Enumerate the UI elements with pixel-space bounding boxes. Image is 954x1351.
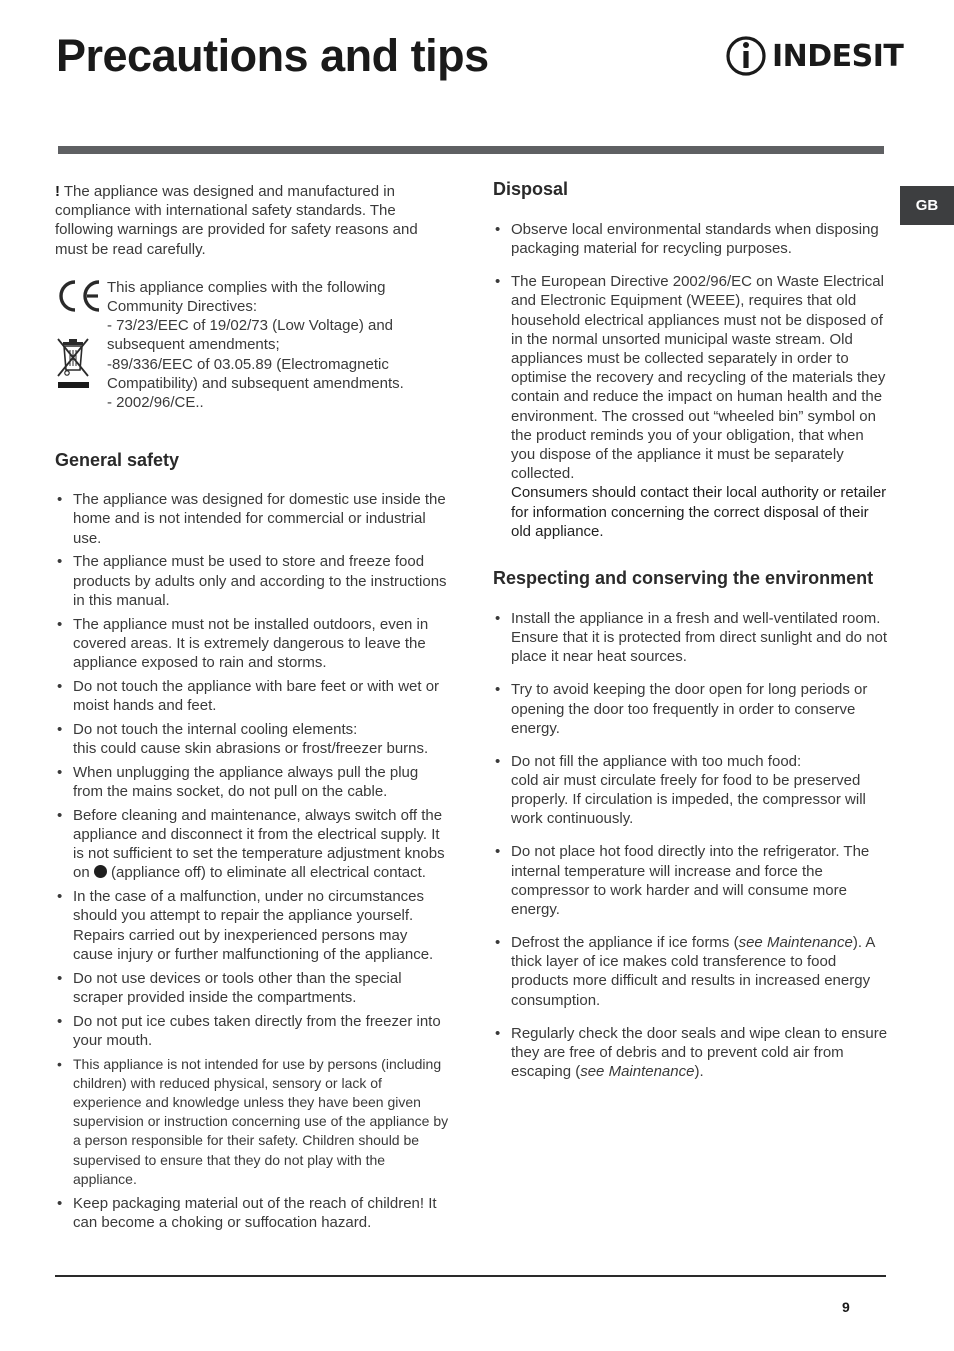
crossed-wheeled-bin-icon <box>55 336 91 392</box>
header-divider <box>58 146 884 154</box>
list-item: • Do not use devices or tools other than the special scraper provided inside the compartments. <box>55 969 450 1007</box>
list-item: • The appliance must not be installed outdoors, even in covered areas. It is extremely dangerous to leave the appliance exposed to rain and storms. <box>55 615 450 673</box>
list-item <box>55 720 450 758</box>
list-item: • Do not put ice cubes taken directly from the freezer into your mouth. <box>55 1012 450 1050</box>
compliance-line: -89/336/EEC of 03.05.89 (Electromagnetic Compatibility) and subsequent amendments. <box>107 355 404 392</box>
list-item <box>493 933 890 1010</box>
brand-logo <box>726 34 903 78</box>
item-text: Do not fill the appliance with too much food: <box>511 752 802 770</box>
list-item: • The appliance must be used to store and freeze food products by adults only and according to the instructions in this manual. <box>55 552 450 610</box>
item-text: ). A thick layer of ice makes cold transference to food products more difficult and results in increased energy consumption. <box>511 934 875 1009</box>
list-item <box>493 272 890 541</box>
item-text: The European Directive 2002/96/EC on Waste Electrical and Electronic Equipment (WEEE), requires that old household electrical appliances must not be disposed of in the normal unsorted municipal waste stream. Old appliances must be collected separately in order to optimise the recovery and recycling of the materials they contain and reduce the impact on human health and the environment. The crossed out “wheeled bin” symbol on the product reminds you of your obligation, that when you dispose of the appliance it must be separately collected. <box>511 273 886 483</box>
compliance-block <box>55 278 450 412</box>
page-number: 9 <box>842 1299 850 1315</box>
list-item: • Observe local environmental standards when disposing packaging material for recycling purposes. <box>493 220 890 258</box>
footer-divider <box>55 1275 886 1277</box>
compliance-line: - 73/23/EEC of 19/02/73 (Low Voltage) and subsequent amendments; <box>107 317 394 354</box>
disposal-heading: Disposal <box>493 179 569 199</box>
left-column <box>55 182 450 1237</box>
item-text: cold air must circulate freely for food to be preserved properly. If circulation is impeded, the compressor will work continuously. <box>511 772 866 828</box>
item-text: Do not touch the internal cooling elements: <box>73 720 358 738</box>
list-item: • Install the appliance in a fresh and well-ventilated room. Ensure that it is protected from direct sunlight and do not place it near heat sources. <box>493 609 890 667</box>
compliance-line: - 2002/96/CE.. <box>107 394 204 412</box>
list-item: • Do not touch the appliance with bare feet or with wet or moist hands and feet. <box>55 677 450 715</box>
page-title: Precautions and tips <box>56 30 489 81</box>
list-item: • Try to avoid keeping the door open for long periods or opening the door too frequently in order to conserve energy. <box>493 680 890 738</box>
language-tab: GB <box>900 186 954 225</box>
list-item: • In the case of a malfunction, under no circumstances should you attempt to repair the appliance yourself. Repairs carried out by inexperienced persons may cause injury or further malfunctioning of the appliance. <box>55 887 450 964</box>
disposal-list <box>493 220 890 541</box>
ce-mark-icon <box>55 278 103 312</box>
item-text: this could cause skin abrasions or frost/freezer burns. <box>73 740 429 758</box>
warning-mark: ! <box>55 183 60 200</box>
list-item: • This appliance is not intended for use by persons (including children) with reduced physical, sensory or lack of experience and knowledge unless they have been given supervision or instruction concerning use of the appliance by a person responsible for their safety. Children should be supervised to ensure that they do not play with the appliance. <box>55 1055 450 1189</box>
general-safety-heading: General safety <box>55 450 180 471</box>
item-text: Regularly check the door seals and wipe clean to ensure they are free of debris and to prevent cold air from escaping ( <box>511 1024 888 1081</box>
item-text: Defrost the appliance if ice forms ( <box>511 934 739 952</box>
list-item: • Keep packaging material out of the reach of children! It can become a choking or suffocation hazard. <box>55 1194 450 1232</box>
list-item <box>493 752 890 829</box>
knob-off-dot-icon <box>94 865 107 878</box>
item-text: Consumers should contact their local authority or retailer for information concerning the correct disposal of their old appliance. <box>511 484 887 540</box>
item-text: Before cleaning and maintenance, always switch off the appliance and disconnect it from the electrical supply. It is not sufficient to set the temperature adjustment knobs on <box>73 806 445 882</box>
list-item: • When unplugging the appliance always pull the plug from the mains socket, do not pull on the cable. <box>55 763 450 801</box>
environment-heading: Respecting and conserving the environment <box>493 568 874 589</box>
list-item: • The appliance was designed for domestic use inside the home and is not intended for commercial or industrial use. <box>55 490 450 548</box>
intro-paragraph <box>55 182 450 259</box>
intro-text: The appliance was designed and manufactured in compliance with international safety standards. The following warnings are provided for safety reasons and must be read carefully. <box>55 183 418 258</box>
brand-name: INDESIT <box>772 38 904 74</box>
indesit-i-logo-icon <box>726 34 766 78</box>
right-column <box>493 178 890 1095</box>
environment-list <box>493 609 890 1081</box>
list-item <box>55 806 450 883</box>
item-text: (appliance off) to eliminate all electrical contact. <box>106 864 426 882</box>
maintenance-reference: see Maintenance <box>580 1063 695 1081</box>
general-safety-list <box>55 490 450 1232</box>
compliance-line: This appliance complies with the following Community Directives: <box>107 278 386 316</box>
list-item: • Do not place hot food directly into the refrigerator. The internal temperature will increase and force the compressor to work harder and will consume more energy. <box>493 842 890 919</box>
maintenance-reference: see Maintenance <box>738 934 853 952</box>
list-item <box>493 1024 890 1082</box>
item-text: ). <box>694 1063 704 1081</box>
